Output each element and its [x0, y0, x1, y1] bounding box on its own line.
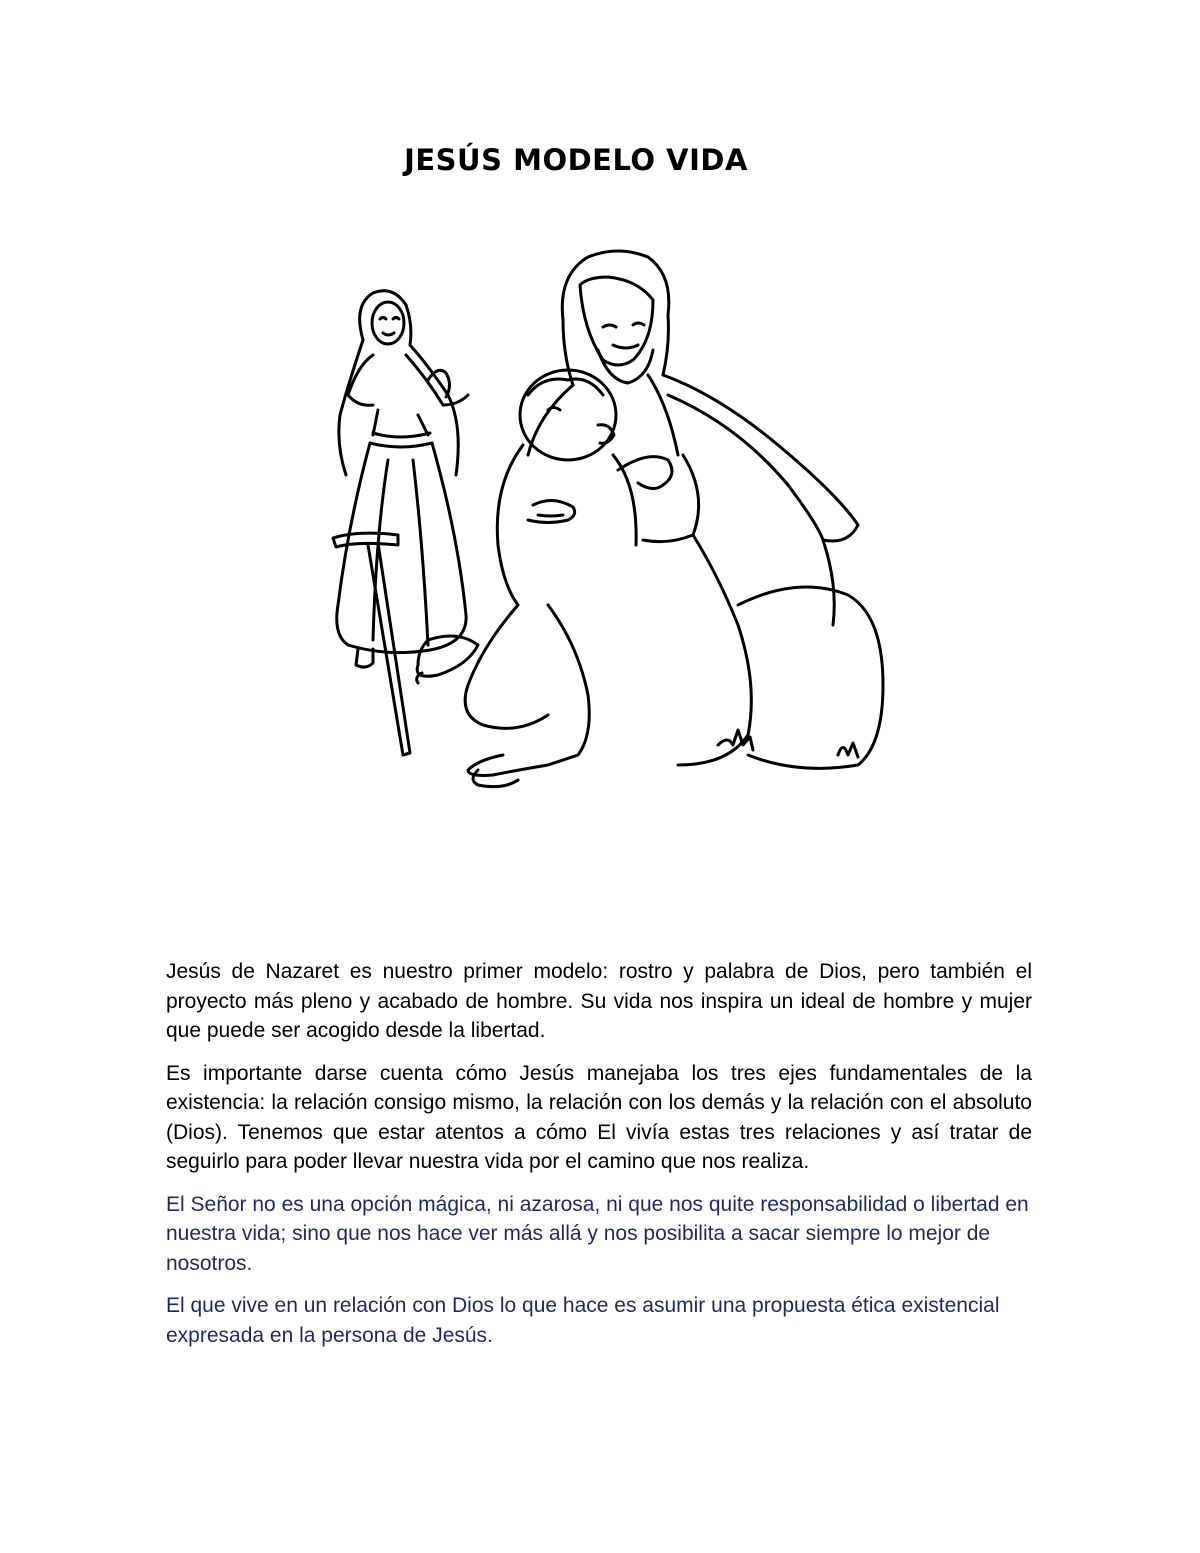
- jesus-with-child-illustration: [318, 245, 898, 805]
- paragraph-1: Jesús de Nazaret es nuestro primer modelo: rostro y palabra de Dios, pero también el proyecto más pleno y acabado de hombre. Su vida nos inspira un ideal de hombre y mujer que puede ser acogido desde la libertad.: [166, 960, 1032, 1042]
- paragraph-3: El Señor no es una opción mágica, ni azarosa, ni que nos quite responsabilidad o libertad en nuestra vida; sino que nos hace ver más allá y nos posibilita a sacar siempre lo mejor de nosotros.: [166, 1192, 1029, 1275]
- child-figure: [417, 370, 636, 787]
- woman-figure: [337, 291, 468, 667]
- page-title: JESÚS MODELO VIDA: [404, 143, 748, 177]
- paragraph-4: El que vive en un relación con Dios lo que hace es asumir una propuesta ética existencial expresada en la persona de Jesús.: [166, 1294, 1000, 1347]
- body-text: [166, 957, 1032, 1363]
- paragraph-2: Es importante darse cuenta cómo Jesús manejaba los tres ejes fundamentales de la existencia: la relación consigo mismo, la relación con los demás y la relación con el absoluto (Dios). Tenemos que estar atentos a cómo El vivía estas tres relaciones y así tratar de seguirlo para poder llevar nuestra vida por el camino que nos realiza.: [166, 1061, 1032, 1173]
- jesus-figure: [528, 251, 883, 768]
